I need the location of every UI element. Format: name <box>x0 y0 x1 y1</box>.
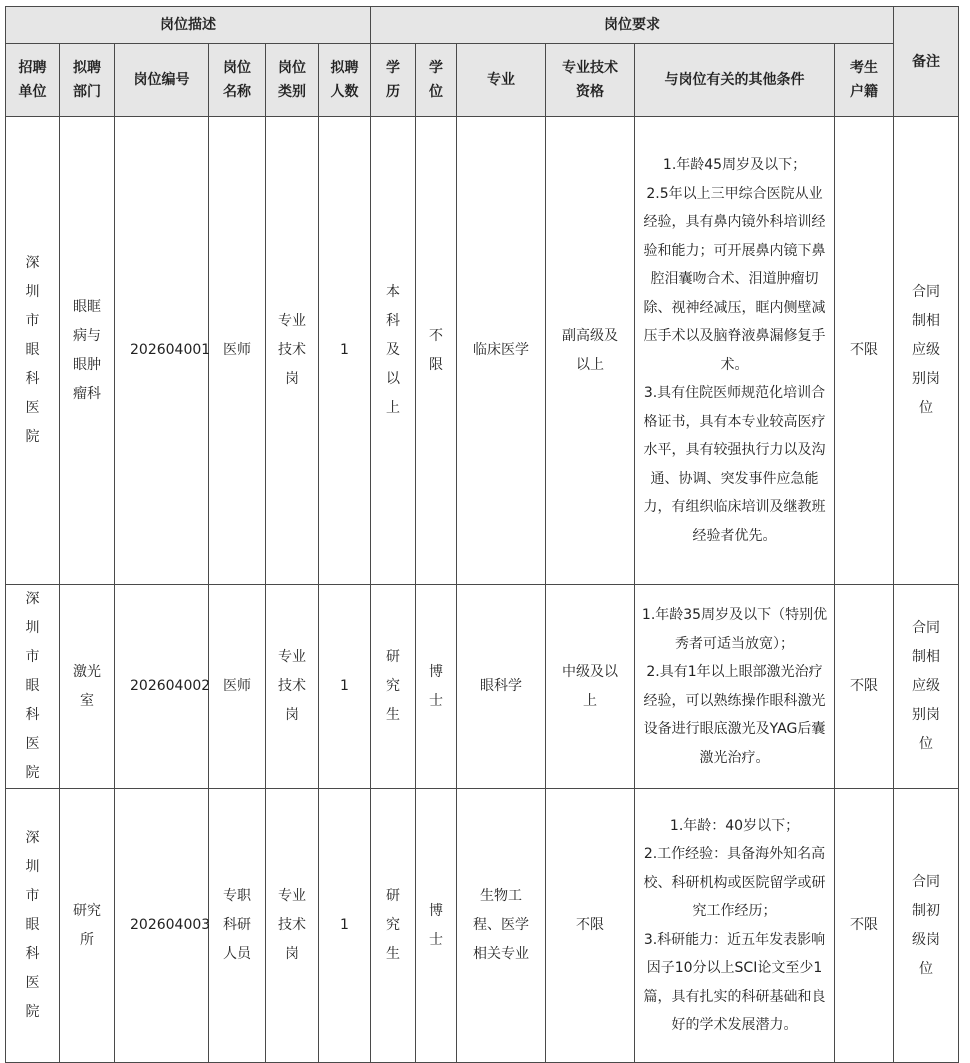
recruitment-table <box>5 6 959 1063</box>
cell-qualification: 不限 <box>546 789 635 1063</box>
header-degree: 学位 <box>416 44 457 117</box>
cell-code: 202604003 <box>115 789 209 1063</box>
cell-degree: 不限 <box>416 117 457 585</box>
header-remarks: 备注 <box>894 7 959 117</box>
cell-degree: 博士 <box>416 585 457 789</box>
cell-title: 专职科研人员 <box>209 789 266 1063</box>
cell-code: 202604002 <box>115 585 209 789</box>
cell-count: 1 <box>319 585 371 789</box>
cell-major: 眼科学 <box>457 585 546 789</box>
header-unit: 招聘单位 <box>6 44 60 117</box>
table-body <box>6 117 959 1063</box>
table-row <box>6 789 959 1063</box>
header-major: 专业 <box>457 44 546 117</box>
table-row <box>6 117 959 585</box>
cell-education: 研究生 <box>371 585 416 789</box>
cell-category: 专业技术岗 <box>266 585 319 789</box>
condition-line: 1.年龄：40岁以下； <box>669 817 800 834</box>
header-category: 岗位类别 <box>266 44 319 117</box>
header-qualification: 专业技术资格 <box>546 44 635 117</box>
condition-line: 2.5年以上三甲综合医院从业经验，具有鼻内镜外科培训经验和能力；可开展鼻内镜下鼻腔泪囊吻合术、泪道肿瘤切除、视神经减压，眶内侧壁减压手术以及脑脊液鼻漏修复手术。 <box>643 185 826 373</box>
cell-unit: 深圳市眼科医院 <box>6 585 60 789</box>
condition-line: 2.具有1年以上眼部激光治疗经验，可以熟练操作眼科激光设备进行眼底激光及YAG后囊激光治疗。 <box>643 664 826 766</box>
header-count: 拟聘人数 <box>319 44 371 117</box>
cell-unit: 深圳市眼科医院 <box>6 789 60 1063</box>
cell-other <box>635 117 835 585</box>
table-row <box>6 585 959 789</box>
header-other: 与岗位有关的其他条件 <box>635 44 835 117</box>
cell-dept: 眼眶病与眼肿瘤科 <box>60 117 115 585</box>
cell-unit: 深圳市眼科医院 <box>6 117 60 585</box>
cell-title: 医师 <box>209 117 266 585</box>
cell-qualification: 副高级及以上 <box>546 117 635 585</box>
cell-remark: 合同制相应级别岗位 <box>894 585 959 789</box>
header-education: 学历 <box>371 44 416 117</box>
header-code: 岗位编号 <box>115 44 209 117</box>
group-header-requirements: 岗位要求 <box>371 7 894 44</box>
header-title: 岗位名称 <box>209 44 266 117</box>
cell-count: 1 <box>319 789 371 1063</box>
cell-count: 1 <box>319 117 371 585</box>
cell-education: 本科及以上 <box>371 117 416 585</box>
cell-education: 研究生 <box>371 789 416 1063</box>
cell-remark: 合同制相应级别岗位 <box>894 117 959 585</box>
cell-dept: 研究所 <box>60 789 115 1063</box>
cell-code: 202604001 <box>115 117 209 585</box>
condition-line: 3.具有住院医师规范化培训合格证书，具有本专业较高医疗水平，具有较强执行力以及沟通、协调、突发事件应急能力，有组织临床培训及继教班经验者优先。 <box>643 385 826 544</box>
cell-category: 专业技术岗 <box>266 789 319 1063</box>
cell-residence: 不限 <box>835 585 894 789</box>
cell-degree: 博士 <box>416 789 457 1063</box>
condition-line: 3.科研能力：近五年发表影响因子10分以上SCI论文至少1篇，具有扎实的科研基础和良好的学术发展潜力。 <box>643 931 826 1033</box>
cell-dept: 激光室 <box>60 585 115 789</box>
condition-line: 1.年龄45周岁及以下； <box>662 157 807 173</box>
cell-qualification: 中级及以上 <box>546 585 635 789</box>
cell-other <box>635 789 835 1063</box>
header-residence: 考生户籍 <box>835 44 894 117</box>
cell-category: 专业技术岗 <box>266 117 319 585</box>
cell-major: 生物工程、医学相关专业 <box>457 789 546 1063</box>
cell-major: 临床医学 <box>457 117 546 585</box>
cell-title: 医师 <box>209 585 266 789</box>
cell-other <box>635 585 835 789</box>
condition-line: 1.年龄35周岁及以下（特别优秀者可适当放宽）； <box>641 607 828 652</box>
cell-residence: 不限 <box>835 789 894 1063</box>
cell-remark: 合同制初级岗位 <box>894 789 959 1063</box>
condition-line: 2.工作经验：具备海外知名高校、科研机构或医院留学或研究工作经历； <box>643 846 826 919</box>
group-header-description: 岗位描述 <box>6 7 371 44</box>
header-dept: 拟聘部门 <box>60 44 115 117</box>
cell-residence: 不限 <box>835 117 894 585</box>
